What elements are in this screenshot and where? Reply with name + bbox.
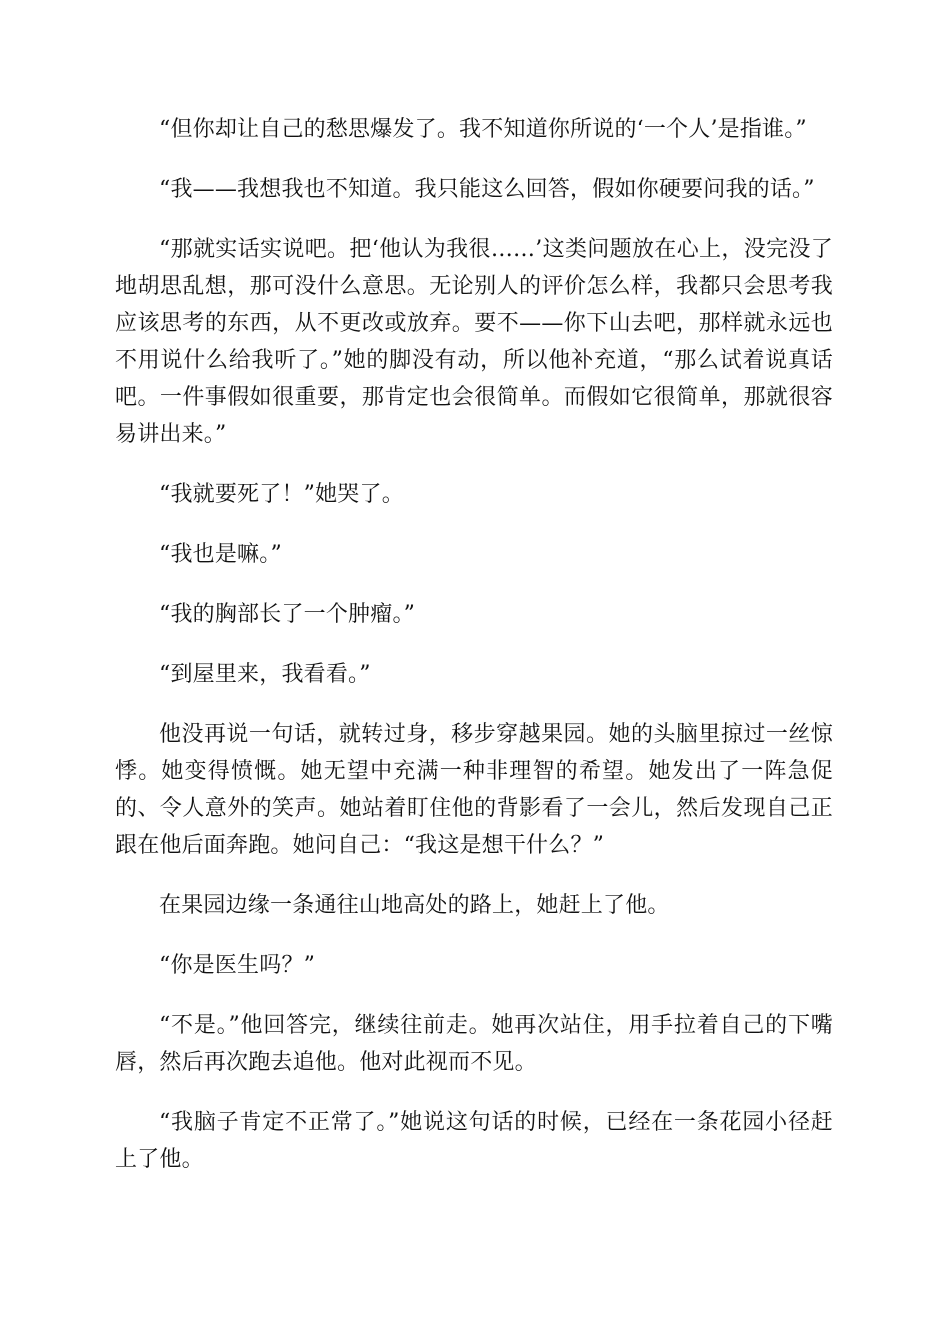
paragraph-11: “不是。”他回答完，继续往前走。她再次站住，用手拉着自己的下嘴唇，然后再次跑去追他。他对此视而不见。 <box>115 1013 833 1075</box>
body-text <box>115 111 833 1201</box>
paragraph-6: “我的胸部长了一个肿瘤。” <box>159 602 416 627</box>
paragraph-12: “我脑子肯定不正常了。”她说这句话的时候，已经在一条花园小径赶上了他。 <box>115 1110 833 1172</box>
paragraph-2: “我——我想我也不知道。我只能这么回答，假如你硬要问我的话。” <box>159 177 815 202</box>
paragraph-1: “但你却让自己的愁思爆发了。我不知道你所说的‘一个人’是指谁。” <box>159 117 807 142</box>
paragraph-3: “那就实话实说吧。把‘他认为我很……’这类问题放在心上，没完没了地胡思乱想，那可没什么意思。无论别人的评价怎么样，我都只会思考我应该思考的东西，从不更改或放弃。要不——你下山去吧，那样就永远也不用说什么给我听了。”她的脚没有动，所以他补充道，“那么试着说真话吧。一件事假如很重要，那肯定也会很简单。而假如它很简单，那就很容易讲出来。” <box>115 237 833 447</box>
paragraph-7: “到屋里来，我看看。” <box>159 662 371 687</box>
paragraph-5: “我也是嘛。” <box>159 542 282 567</box>
paragraph-8: 他没再说一句话，就转过身，移步穿越果园。她的头脑里掠过一丝惊悸。她变得愤慨。她无望中充满一种非理智的希望。她发出了一阵急促的、令人意外的笑声。她站着盯住他的背影看了一会儿，然后发现自己正跟在他后面奔跑。她问自己：“我这是想干什么？” <box>115 722 833 858</box>
paragraph-9: 在果园边缘一条通往山地高处的路上，她赶上了他。 <box>159 893 670 918</box>
paragraph-4: “我就要死了！”她哭了。 <box>159 482 404 507</box>
paragraph-10: “你是医生吗？” <box>159 953 316 978</box>
